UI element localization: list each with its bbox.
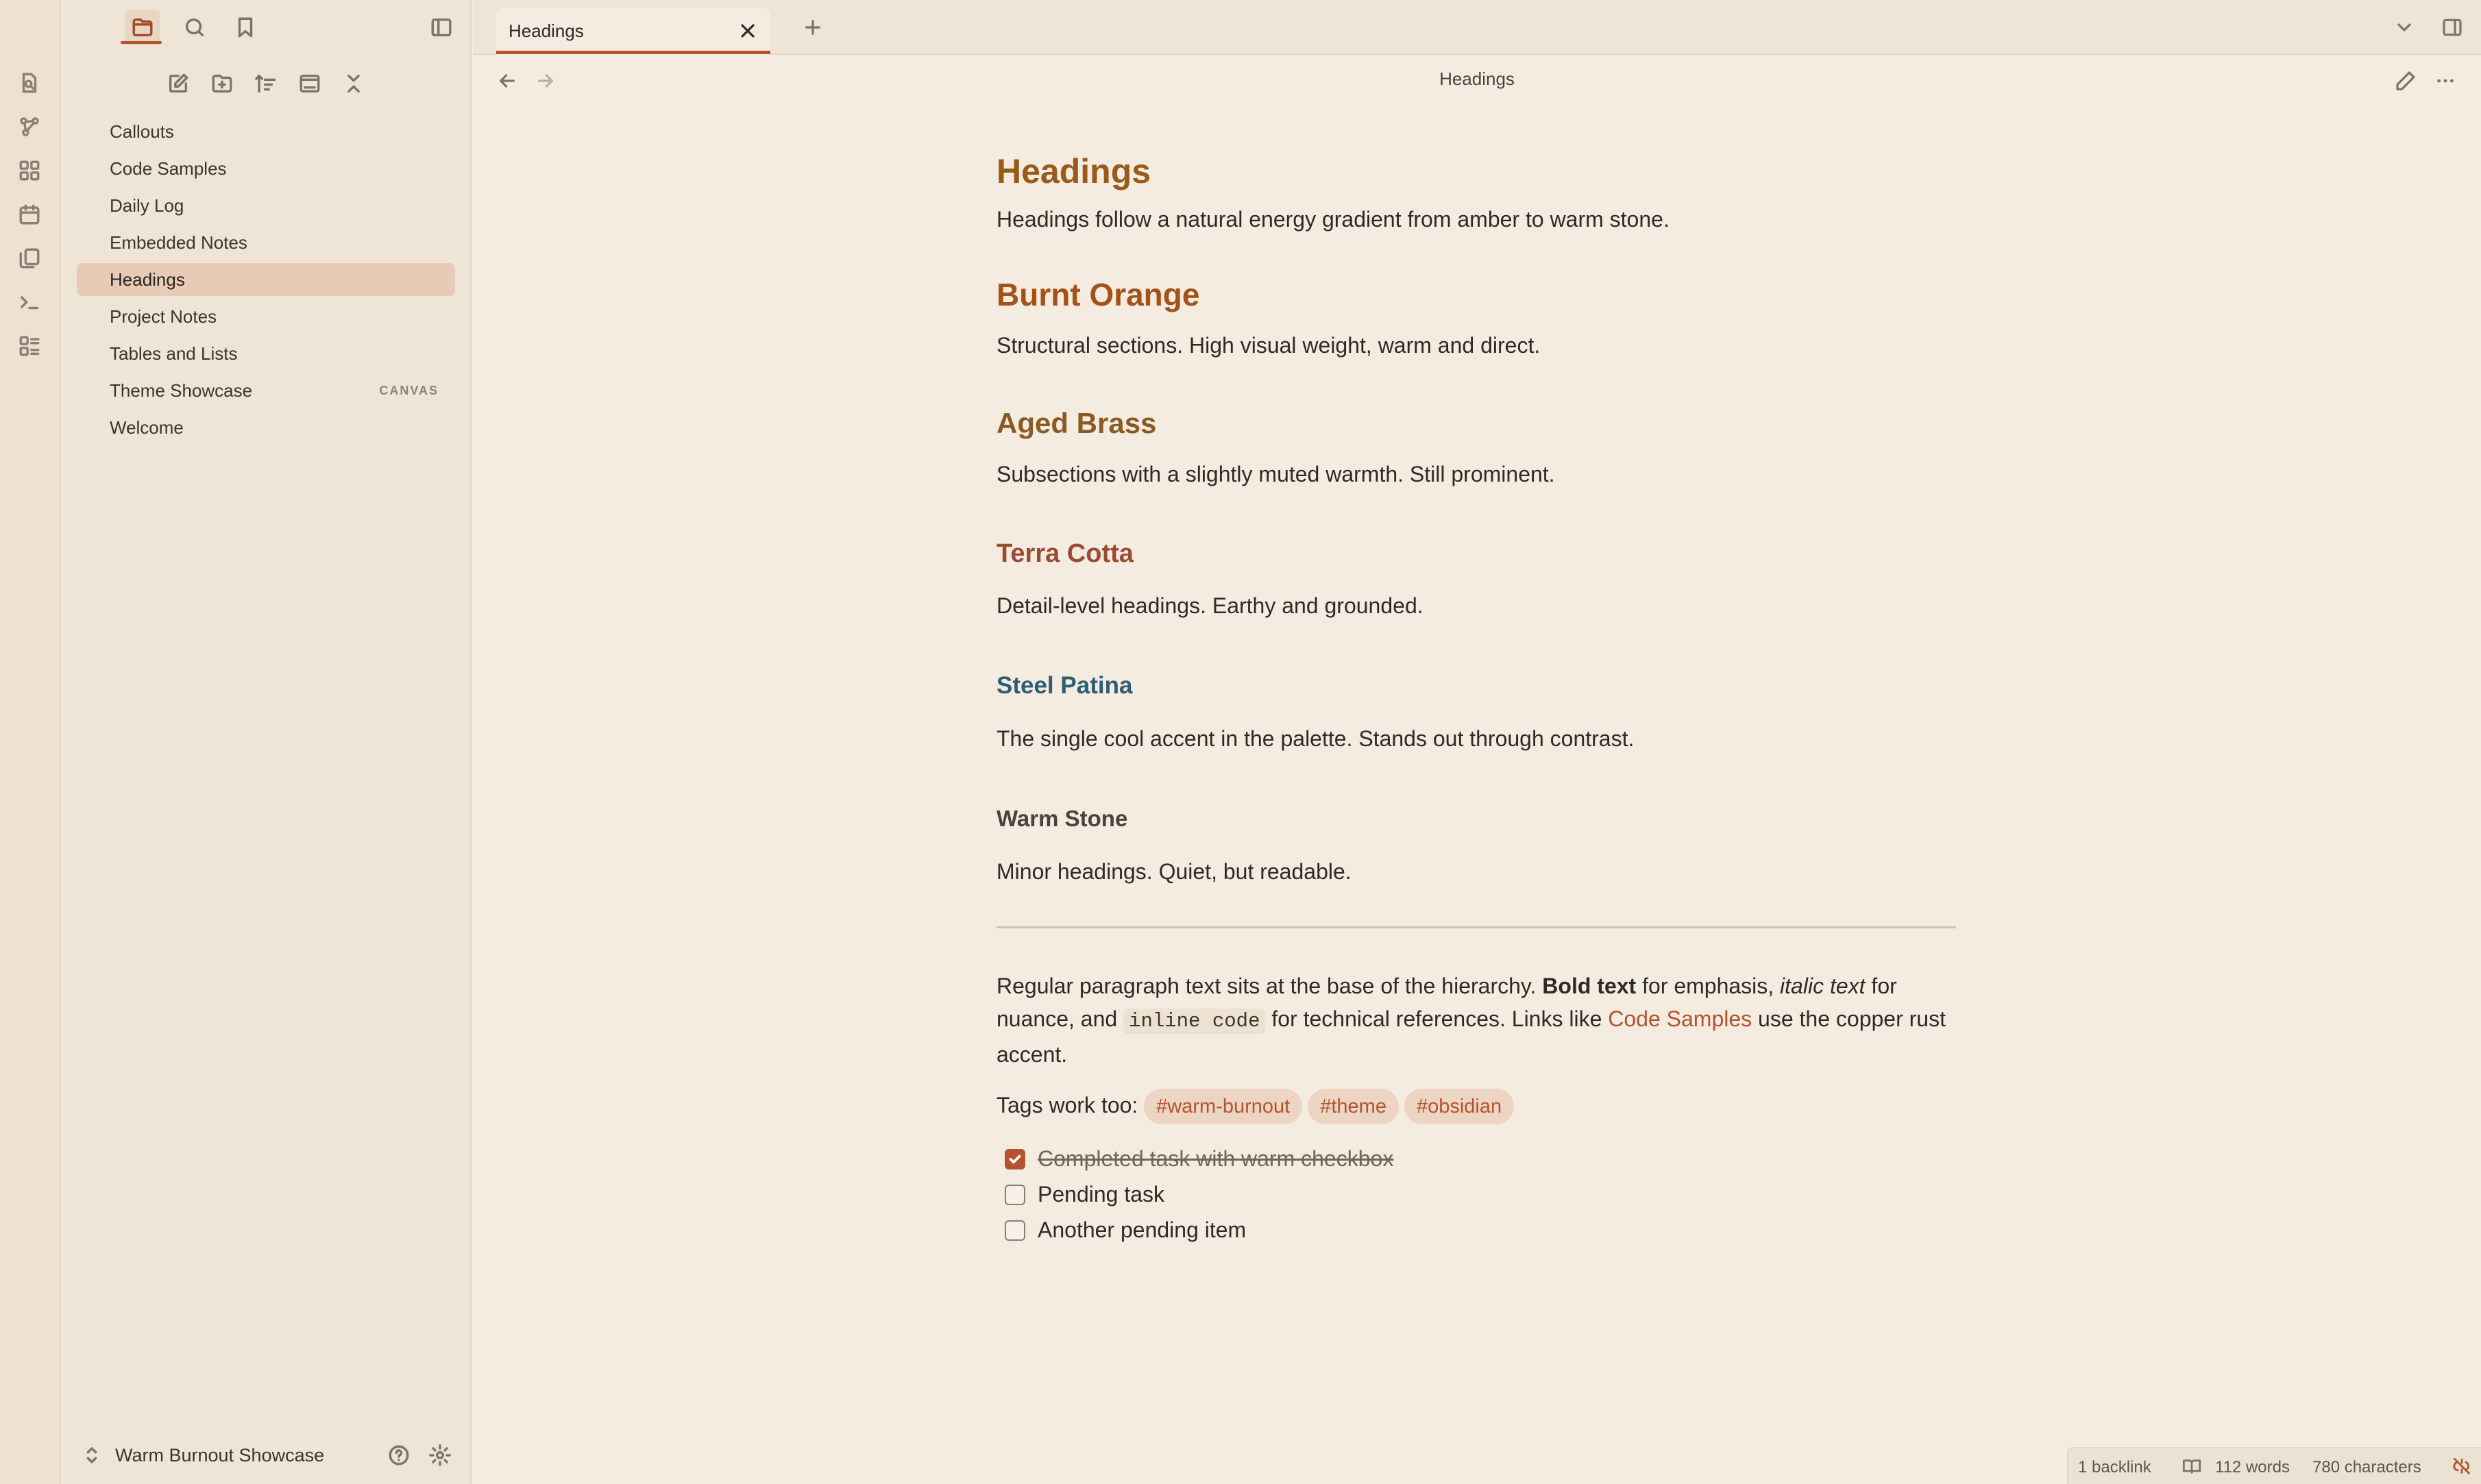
- file-item-label: Embedded Notes: [110, 232, 247, 253]
- reading-book-icon[interactable]: [2179, 1454, 2204, 1479]
- heading-5: Steel Patina: [997, 672, 1133, 699]
- paragraph: Minor headings. Quiet, but readable.: [997, 859, 1352, 884]
- settings-gear-icon[interactable]: [422, 1437, 458, 1473]
- file-item[interactable]: [77, 226, 455, 259]
- heading-2: Burnt Orange: [997, 277, 1200, 312]
- paragraph: Headings follow a natural energy gradient from amber to warm stone.: [997, 207, 1670, 232]
- heading-3: Aged Brass: [997, 407, 1157, 439]
- vault-name[interactable]: Warm Burnout Showcase: [115, 1445, 325, 1466]
- sync-off-icon[interactable]: [2449, 1454, 2474, 1479]
- paragraph: The single cool accent in the palette. Stands out through contrast.: [997, 726, 1635, 751]
- templates-icon[interactable]: [14, 243, 45, 274]
- sidebar-toggle-icon[interactable]: [424, 10, 459, 45]
- task-checkbox[interactable]: [1005, 1185, 1025, 1205]
- file-item[interactable]: [77, 189, 455, 222]
- more-options-icon[interactable]: [2428, 63, 2463, 99]
- file-list: [77, 115, 455, 448]
- collapse-view-icon[interactable]: [292, 66, 328, 101]
- word-count: 112 words: [2215, 1458, 2290, 1476]
- status-bar: [2067, 1447, 2481, 1484]
- horizontal-rule: [997, 926, 1956, 928]
- edit-mode-pencil-icon[interactable]: [2388, 63, 2423, 99]
- tab-bar: [473, 0, 2481, 55]
- new-folder-icon[interactable]: [204, 66, 240, 101]
- file-item-label: Callouts: [110, 121, 174, 142]
- search-icon[interactable]: [177, 10, 212, 45]
- file-explorer-actions: [60, 66, 472, 101]
- bases-icon[interactable]: [14, 330, 45, 362]
- file-item[interactable]: [77, 115, 455, 148]
- file-item-label: Headings: [110, 269, 185, 290]
- tags-line: [997, 1089, 1956, 1124]
- note-content: [997, 144, 1956, 1248]
- close-icon[interactable]: [732, 15, 763, 47]
- task-item: [997, 1212, 1956, 1248]
- tag[interactable]: #theme: [1308, 1089, 1399, 1124]
- file-item[interactable]: [77, 152, 455, 185]
- bookmark-icon[interactable]: [228, 10, 263, 45]
- task-label: Another pending item: [1038, 1217, 1247, 1242]
- task-checkbox-checked[interactable]: [1005, 1149, 1025, 1170]
- tags-label: Tags work too:: [997, 1093, 1138, 1117]
- inline-code: inline code: [1123, 1009, 1265, 1034]
- heading-4: Terra Cotta: [997, 539, 1134, 568]
- text-run: for technical references. Links like: [1265, 1006, 1609, 1031]
- view-header: [473, 56, 2481, 104]
- file-item[interactable]: [77, 374, 455, 407]
- active-tab-indicator: [121, 41, 162, 44]
- file-item-active[interactable]: [77, 263, 455, 296]
- text-run: use the copper rust accent.: [997, 1006, 1946, 1067]
- chevron-up-down-icon[interactable]: [74, 1437, 110, 1473]
- quick-switcher-icon[interactable]: [14, 67, 45, 99]
- help-icon[interactable]: [381, 1437, 417, 1473]
- backlink-count[interactable]: 1 backlink: [2078, 1458, 2151, 1476]
- task-checkbox[interactable]: [1005, 1220, 1025, 1241]
- paragraph: Detail-level headings. Earthy and grounded.: [997, 593, 1423, 618]
- character-count: 780 characters: [2312, 1458, 2421, 1476]
- task-list: [997, 1141, 1956, 1248]
- tab-title: Headings: [509, 21, 584, 41]
- left-sidebar: [60, 0, 472, 1484]
- view-header-title[interactable]: Headings: [1439, 69, 1515, 89]
- heading-6: Warm Stone: [997, 806, 1128, 831]
- file-item-label: Project Notes: [110, 306, 217, 327]
- new-tab-plus-icon[interactable]: [795, 10, 831, 45]
- sidebar-tab-header: [60, 0, 472, 55]
- command-palette-icon[interactable]: [14, 286, 45, 318]
- file-item-label: Daily Log: [110, 195, 184, 216]
- collapse-all-icon[interactable]: [336, 66, 371, 101]
- active-tab-underline: [496, 51, 770, 54]
- main-workspace: [473, 0, 2481, 1484]
- task-label: Pending task: [1038, 1182, 1165, 1207]
- task-item: [997, 1141, 1956, 1176]
- file-item[interactable]: [77, 337, 455, 370]
- left-ribbon: [0, 0, 60, 1484]
- daily-note-icon[interactable]: [14, 199, 45, 230]
- tab-list-chevron-down-icon[interactable]: [2386, 10, 2422, 45]
- graph-icon[interactable]: [14, 111, 45, 143]
- vault-switcher: [60, 1436, 472, 1474]
- new-note-icon[interactable]: [160, 66, 196, 101]
- task-label: Completed task with warm checkbox: [1038, 1146, 1394, 1171]
- heading-1: Headings: [997, 152, 1151, 190]
- folder-icon[interactable]: [125, 10, 160, 45]
- paragraph: Subsections with a slightly muted warmth. Still prominent.: [997, 462, 1555, 486]
- file-item-label: Tables and Lists: [110, 343, 238, 364]
- italic-text: italic text: [1780, 974, 1866, 998]
- tag[interactable]: #obsidian: [1404, 1089, 1514, 1124]
- file-item-label: Welcome: [110, 417, 184, 438]
- paragraph: Structural sections. High visual weight, warm and direct.: [997, 333, 1541, 358]
- tab-headings[interactable]: [496, 8, 770, 55]
- file-item-label: Code Samples: [110, 158, 227, 179]
- bold-text: Bold text: [1542, 974, 1637, 998]
- right-sidebar-toggle-icon[interactable]: [2434, 10, 2470, 45]
- text-run: Regular paragraph text sits at the base of the hierarchy.: [997, 974, 1543, 998]
- tag[interactable]: #warm-burnout: [1144, 1089, 1302, 1124]
- text-run: for emphasis,: [1636, 974, 1781, 998]
- file-type-badge: CANVAS: [379, 384, 439, 397]
- file-item-label: Theme Showcase: [110, 380, 253, 401]
- text-run: for nuance, and: [997, 974, 1897, 1031]
- task-item: [997, 1176, 1956, 1212]
- file-item[interactable]: [77, 411, 455, 444]
- internal-link[interactable]: Code Samples: [1608, 1006, 1752, 1031]
- sort-icon[interactable]: [248, 66, 284, 101]
- file-item[interactable]: [77, 300, 455, 333]
- canvas-icon[interactable]: [14, 155, 45, 186]
- body-paragraph: [997, 969, 1956, 1071]
